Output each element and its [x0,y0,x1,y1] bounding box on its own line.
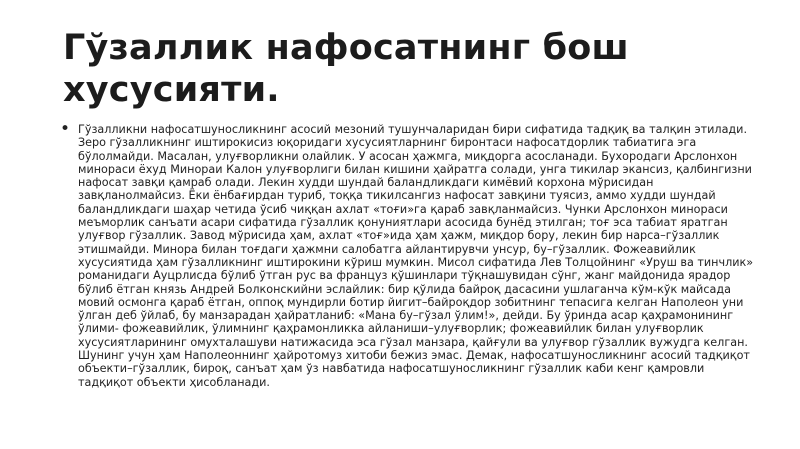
slide-title: Гўзаллик нафосатнинг бош хусусияти. [63,28,629,110]
bullet-icon: • [60,119,71,139]
slide-paragraph: Гўзалликни нафосатшуносликнинг асосий мезоний тушунчаларидан бири сифатида тадқиқ ва талқин этилади. Зеро гўзалликнинг иштирокисиз юқоридаги хусусиятларнинг биронтаси нафосатдорлик табиатига эга бўлолмайди. Масалан, улуғворликни олайлик. У асосан ҳажмга, миқдорга асосланади. Бухородаги Арслонхон минораси ёхуд Минораи Калон улуғворлиги билан кишини ҳайратга солади, унга тикилар экансиз, қалбингизни нафосат завқи қамраб олади. Лекин худди шундай баландликдаги кимёвий корхона мўрисидан завқланолмайсиз. Ёки ёнбағирдан туриб, тоққа тикилсангиз нафосат завқини туясиз, аммо худди шундай баландликдаги шаҳар четида ўсиб чиққан ахлат «тоғи»га қараб завқланмайсиз. Чунки Арслонхон минораси меъморлик санъати асари сифатида гўзаллик қонуниятлари асосида бунёд этилган; тоғ эса табиат яратган улуғвор гўзаллик. Завод мўрисида ҳам, ахлат «тоғ»ида ҳам ҳажм, миқдор бору, лекин бир нарса–гўзаллик этишмайди. Минора билан тоғдаги ҳажмни салобатга айлантирувчи унсур, бу–гўзаллик. Фожеавийлик хусусиятида ҳам гўзалликнинг иштирокини кўриш мумкин. Мисол сифатида Лев Толцойнинг «Уруш ва тинчлик» романидаги Ауцрлисда бўлиб ўтган рус ва француз қўшинлари тўқнашувидан сўнг, жанг майдонида ярадор бўлиб ётган князь Андрей Болконскийни эслайлик: бир қўлида байроқ дасасини ушлаганча кўм-кўк майсада мовий осмонга қараб ётган, оппоқ мундирли ботир йигит–байроқдор зобитнинг тепасига келган Наполеон уни ўлган деб ўйлаб, бу манзарадан ҳайратланиб: «Мана бу–гўзал ўлим!», дейди. Бу ўринда асар қаҳрамонининг ўлими- фожеавийлик, ўлимнинг қаҳрамонликка айланиши–улуғворлик; фожеавийлик билан улуғворлик хусусиятларининг омухталашуви натижасида эса гўзал манзара, қайғули ва улуғвор гўзаллик вужудга келган. Шунинг учун ҳам Наполеоннинг ҳайротомуз хитоби бежиз эмас. Демак, нафосатшуносликнинг асосий тадқиқот объекти–гўзаллик, бироқ, санъат ҳам ўз навбатида нафосатшуносликнинг гўзаллик каби кенг қамровли тадқиқот объекти ҳисобланади. [78,123,754,389]
